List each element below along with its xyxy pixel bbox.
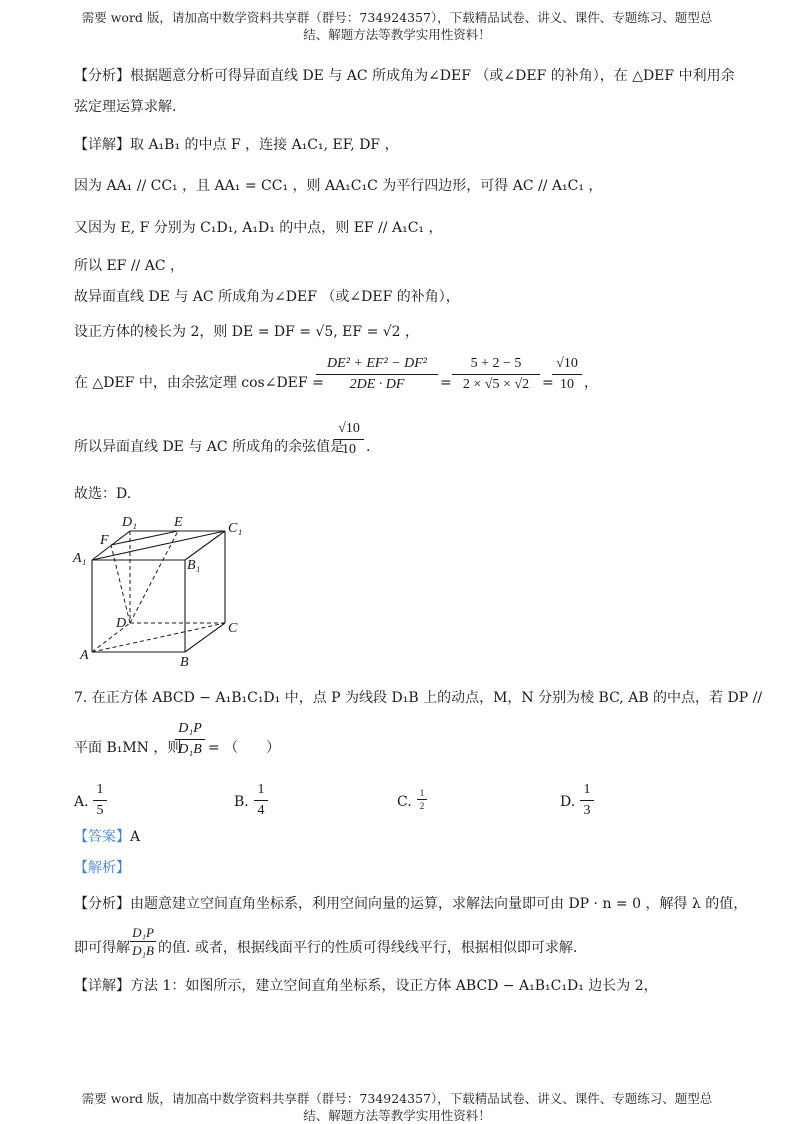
footer-notice-line2: 结、解题方法等教学实用性资料！ [303, 1108, 491, 1123]
conclusion-fraction [334, 420, 364, 459]
option-a-letter[interactable]: A. [74, 794, 89, 810]
footer-notice-line1: 需要 word 版，请加高中数学资料共享群（群号：734924357），下载精品试卷、讲义、课件、专题练习、题型总 [81, 1091, 713, 1106]
fraction-denominator: 5 [96, 803, 104, 818]
cosine-fraction-2 [452, 355, 540, 394]
q6-detail-line2: 因为 AA₁ // CC₁ ，且 AA₁ = CC₁ ，则 AA₁C₁C 为平行四边形，可得 AC // A₁C₁ ， [74, 178, 603, 194]
footer-notice [60, 1090, 734, 1124]
fraction-numerator: 1 [96, 782, 104, 797]
header-notice [60, 9, 734, 43]
equals-sign: = [440, 375, 452, 391]
q6-detail-line6: 设正方体的棱长为 2，则 DE = DF = √5, EF = √2 ， [74, 324, 420, 340]
analysis-text: 由题意建立空间直角坐标系，利用空间向量的运算，求解法向量即可由 DP · n = 0 ，解得 λ 的值， [130, 896, 748, 912]
fraction-denominator: 2DE · DF [349, 377, 405, 392]
fraction-numerator: √10 [338, 421, 360, 436]
q7-detail-line1 [74, 976, 658, 996]
option-b-fraction[interactable] [254, 781, 268, 820]
q6-detail-line3: 又因为 E, F 分别为 C₁D₁, A₁D₁ 的中点，则 EF // A₁C₁ ， [74, 220, 443, 236]
fraction-denominator: 2 × √5 × √2 [462, 377, 530, 392]
analysis-text: 根据题意分析可得异面直线 DE 与 AC 所成角为∠DEF （或∠DEF 的补角），在 △DEF 中利用余 [130, 68, 735, 84]
label-e: E [174, 515, 183, 530]
fraction-denominator: 10 [342, 442, 356, 457]
fraction-bar [175, 739, 205, 740]
fraction-numerator: DE² + EF² − DF² [327, 356, 427, 371]
label-d: D [116, 616, 127, 631]
option-a-fraction[interactable] [93, 781, 107, 820]
option-d-fraction[interactable] [580, 781, 594, 820]
fraction-numerator: 5 + 2 − 5 [470, 356, 522, 371]
q6-detail-line4: 所以 EF // AC ， [74, 258, 184, 274]
q7-answer [74, 827, 140, 847]
fraction-bar [580, 800, 594, 801]
option-c-fraction[interactable] [417, 788, 427, 811]
header-notice-line2: 结、解题方法等教学实用性资料！ [303, 27, 491, 42]
fraction-numerator: D₁P [178, 721, 202, 736]
fraction-denominator: 3 [583, 803, 591, 818]
q7-stem-line1: 7. 在正方体 ABCD − A₁B₁C₁D₁ 中，点 P 为线段 D₁B 上的动点，M，N 分别为棱 BC, AB 的中点，若 DP // [74, 690, 763, 706]
q6-choose: 故选：D. [74, 486, 132, 502]
analysis-tag: 【分析】 [74, 896, 130, 912]
fraction-bar [93, 800, 107, 801]
cosine-fraction-3 [552, 355, 582, 394]
analysis-tag: 【分析】 [74, 68, 130, 84]
q7-stem-tail: = （ ） [208, 740, 281, 756]
label-b: B [180, 655, 189, 670]
fraction-bar [552, 374, 582, 375]
period: . [366, 439, 371, 455]
detail-tag: 【详解】 [74, 137, 130, 153]
fraction-bar [334, 439, 364, 440]
answer-value: A [130, 829, 141, 845]
fraction-bar [417, 799, 427, 800]
fraction-denominator: 10 [560, 377, 574, 392]
q7-analysis-line1 [74, 894, 747, 914]
q6-analysis-line1 [74, 66, 735, 86]
fraction-bar [316, 374, 438, 375]
fraction-bar [452, 374, 540, 375]
label-c: C [228, 621, 238, 636]
detail-text: 方法 1：如图所示，建立空间直角坐标系，设正方体 ABCD − A₁B₁C₁D₁ 边长为 2， [130, 978, 658, 994]
option-b-letter[interactable]: B. [234, 794, 249, 810]
label-a1: A₁ [73, 551, 87, 566]
hidden-segment-de [130, 531, 178, 623]
label-d1: D₁ [122, 515, 137, 530]
equals-sign: = [542, 375, 554, 391]
q6-detail-line1 [74, 135, 399, 155]
header-notice-line1: 需要 word 版，请加高中数学资料共享群（群号：734924357），下载精品试卷、讲义、课件、专题练习、题型总 [81, 10, 713, 25]
q6-detail-line5: 故异面直线 DE 与 AC 所成角为∠DEF （或∠DEF 的补角）， [74, 289, 460, 305]
q6-analysis-line2: 弦定理运算求解. [74, 99, 177, 115]
detail-text: 取 A₁B₁ 的中点 F ，连接 A₁C₁, EF, DF ， [130, 137, 399, 153]
option-d-letter[interactable]: D. [560, 794, 576, 810]
fraction-numerator: 1 [419, 788, 425, 798]
fraction-denominator: 2 [419, 801, 425, 811]
fraction-numerator: √10 [556, 356, 578, 371]
q7-explain-tag [74, 858, 130, 878]
fraction-bar [130, 941, 156, 942]
explain-tag: 【解析】 [74, 860, 130, 876]
cosine-fraction-1 [316, 355, 438, 394]
comma: ， [584, 375, 598, 391]
fraction-denominator: D₁B [132, 943, 154, 958]
option-c-letter[interactable]: C. [397, 794, 412, 810]
q6-cosine-lead: 在 △DEF 中，由余弦定理 cos∠DEF = [74, 375, 324, 391]
hidden-segment-df [111, 545, 130, 623]
label-a: A [80, 648, 89, 663]
label-b1: B₁ [187, 558, 201, 573]
label-f: F [100, 533, 109, 548]
q7-stem-fraction [175, 720, 205, 759]
detail-tag: 【详解】 [74, 978, 130, 994]
cube-figure [70, 512, 260, 672]
q6-conclusion-lead: 所以异面直线 DE 与 AC 所成角的余弦值是 [74, 439, 345, 455]
q7-analysis-tail: 的值. 或者，根据线面平行的性质可得线线平行，根据相似即可求解. [158, 940, 578, 956]
fraction-numerator: 1 [257, 782, 265, 797]
fraction-numerator: D₁P [132, 925, 154, 940]
answer-tag: 【答案】 [74, 829, 130, 845]
q7-analysis-lead: 即可得解 [74, 940, 130, 956]
label-c1: C₁ [228, 521, 243, 536]
fraction-denominator: 4 [257, 803, 265, 818]
fraction-bar [254, 800, 268, 801]
fraction-numerator: 1 [583, 782, 591, 797]
q7-stem-lead: 平面 B₁MN ，则 [74, 740, 182, 756]
q7-analysis-fraction [130, 925, 156, 958]
fraction-denominator: D₁B [178, 742, 202, 757]
